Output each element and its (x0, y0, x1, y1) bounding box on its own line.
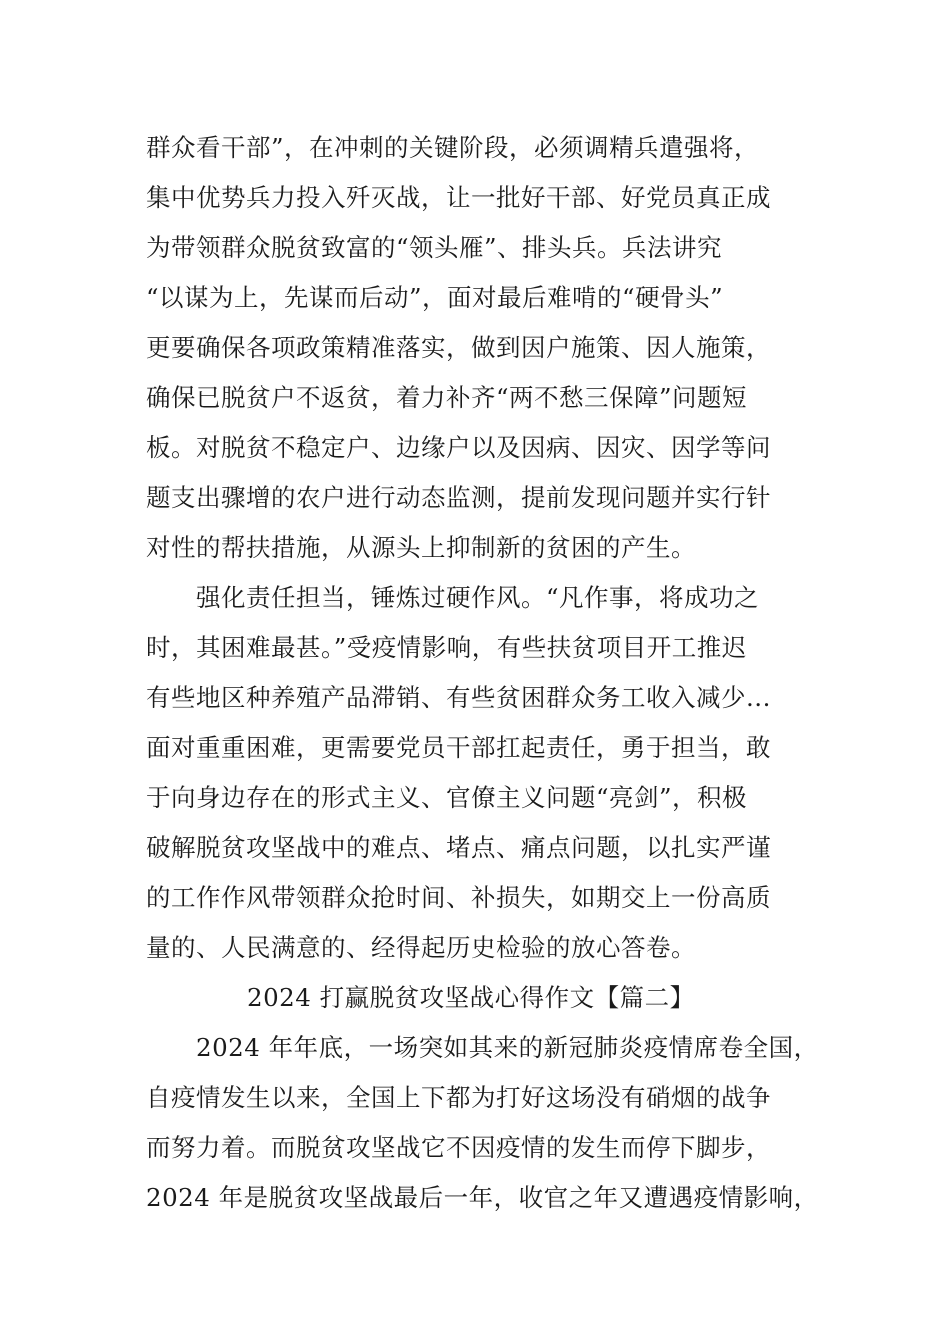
text-line: 2024 年是脱贫攻坚战最后一年，收官之年又遭遇疫情影响， (146, 1183, 819, 1212)
text-line: 的工作作风带领群众抢时间、补损失，如期交上一份高质 (146, 883, 771, 912)
text-line: 而努力着。而脱贫攻坚战它不因疫情的发生而停下脚步， (146, 1133, 771, 1162)
text-line: 破解脱贫攻坚战中的难点、堵点、痛点问题，以扎实严谨 (146, 833, 771, 862)
text-line: 有些地区种养殖产品滞销、有些贫困群众务工收入减少... (146, 683, 771, 712)
text-line: 集中优势兵力投入歼灭战，让一批好干部、好党员真正成 (146, 183, 771, 212)
text-line: 更要确保各项政策精准落实，做到因户施策、因人施策， (146, 333, 771, 362)
text-line: 时，其困难最甚。”受疫情影响，有些扶贫项目开工推迟 (146, 633, 747, 662)
text-line: 自疫情发生以来，全国上下都为打好这场没有硝烟的战争 (146, 1083, 771, 1112)
paragraph-first-line: 2024 年年底，一场突如其来的新冠肺炎疫情席卷全国， (196, 1033, 819, 1062)
text-line: 面对重重困难，更需要党员干部扛起责任，勇于担当，敢 (146, 733, 771, 762)
section-heading: 2024 打赢脱贫攻坚战心得作文【篇二】 (247, 983, 695, 1012)
text-line: “以谋为上，先谋而后动”，面对最后难啃的“硬骨头” (146, 283, 724, 312)
paragraph-first-line: 强化责任担当，锤炼过硬作风。“凡作事，将成功之 (196, 583, 760, 612)
text-line: 确保已脱贫户不返贫，着力补齐“两不愁三保障”问题短 (146, 383, 748, 412)
text-line: 板。对脱贫不稳定户、边缘户以及因病、因灾、因学等问 (146, 433, 771, 462)
text-line: 对性的帮扶措施，从源头上抑制新的贫困的产生。 (146, 533, 696, 562)
text-line: 于向身边存在的形式主义、官僚主义问题“亮剑”，积极 (146, 783, 748, 812)
text-line: 题支出骤增的农户进行动态监测，提前发现问题并实行针 (146, 483, 771, 512)
text-line: 为带领群众脱贫致富的“领头雁”、排头兵。兵法讲究 (146, 233, 723, 262)
text-line: 量的、人民满意的、经得起历史检验的放心答卷。 (146, 933, 696, 962)
text-line: 群众看干部”，在冲刺的关键阶段，必须调精兵遣强将， (146, 133, 760, 162)
